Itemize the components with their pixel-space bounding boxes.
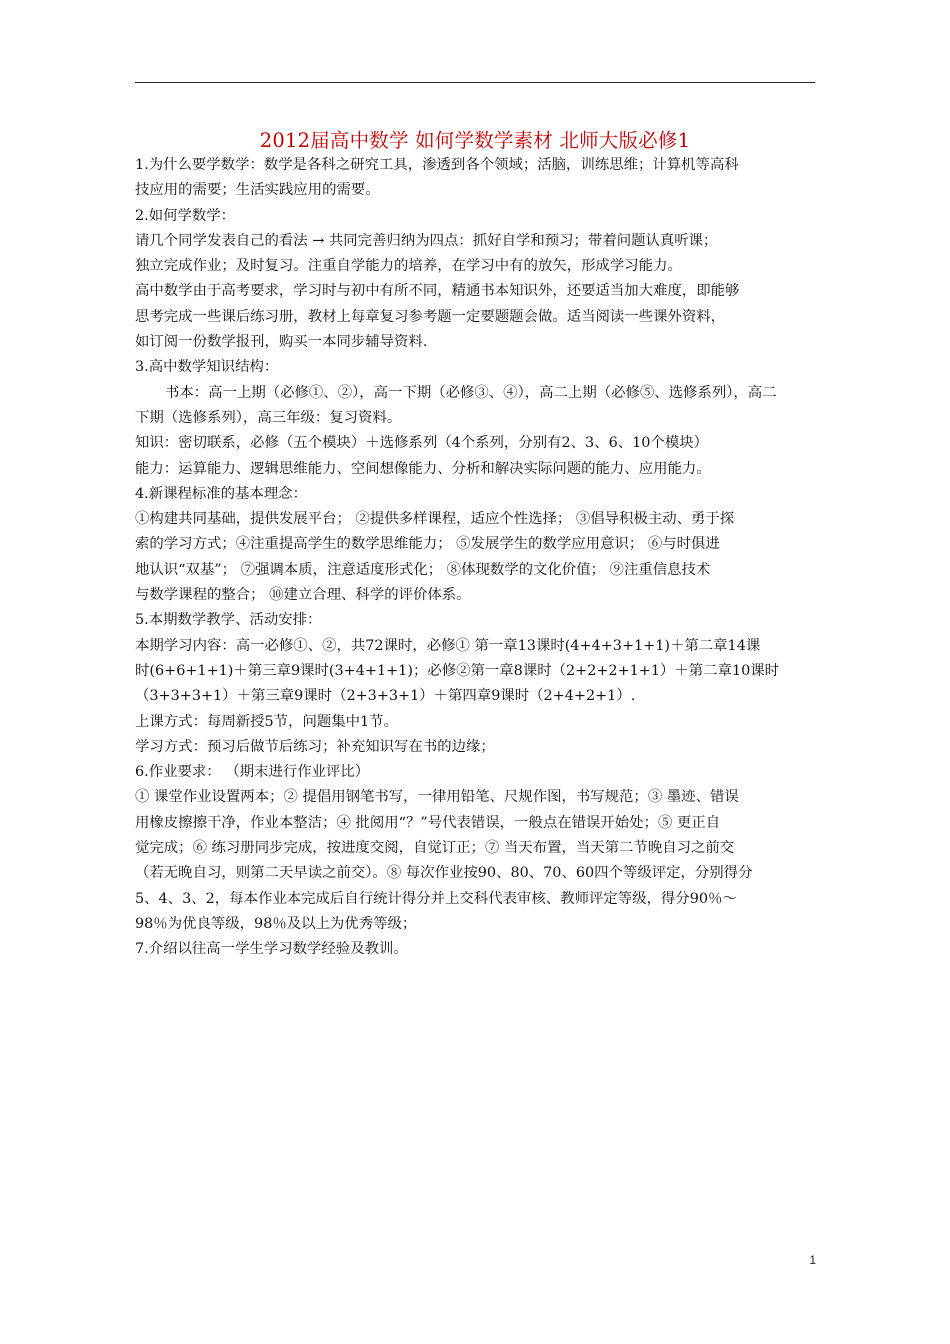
text-line: ① 课堂作业设置两本；② 提倡用钢笔书写，一律用铅笔、尺规作图，书写规范；③ 墨迹、错误 <box>135 789 739 806</box>
text-line: 2.如何学数学： <box>135 207 236 224</box>
page-number: 1 <box>809 1253 816 1267</box>
text-line: 索的学习方式；④注重提高学生的数学思维能力； ⑤发展学生的数学应用意识； ⑥与时俱进 <box>135 536 720 553</box>
text-line: 用橡皮擦擦干净，作业本整洁；④ 批阅用“？”号代表错误，一般点在错误开始处；⑤ 更正自 <box>135 814 721 831</box>
text-line: 请几个同学发表自己的看法 → 共同完善归纳为四点：抓好自学和预习；带着问题认真听课； <box>135 232 718 249</box>
text-line: 如订阅一份数学报刊，购买一本同步辅导资料. <box>135 334 428 351</box>
text-line: 思考完成一些课后练习册，教材上每章复习参考题一定要题题会做。适当阅读一些课外资料， <box>135 308 726 325</box>
text-line: （3+3+3+1）＋第三章9课时（2+3+3+1）＋第四章9课时（2+4+2+1）. <box>135 688 636 705</box>
text-line: 觉完成；⑥ 练习册同步完成，按进度交阅，自觉订正；⑦ 当天布置，当天第二节晚自习之前交 <box>135 840 735 857</box>
text-line: 独立完成作业；及时复习。注重自学能力的培养，在学习中有的放矢，形成学习能力。 <box>135 258 682 275</box>
document-body <box>135 153 819 963</box>
text-line: （若无晚自习，则第二天早读之前交）。⑧ 每次作业按90、80、70、60四个等级评定，分别得分 <box>135 865 753 882</box>
text-line: 地认识“双基”； ⑦强调本质，注意适度形式化； ⑧体现数学的文化价值； ⑨注重信息技术 <box>135 561 711 578</box>
text-line: 能力：运算能力、逻辑思维能力、空间想像能力、分析和解决实际问题的能力、应用能力。 <box>135 460 711 477</box>
text-line: 5.本期数学教学、活动安排： <box>135 612 322 629</box>
text-line: 本期学习内容：高一必修①、②，共72课时，必修① 第一章13课时(4+4+3+1+1)＋第二章14课 <box>135 637 761 654</box>
text-line: 技应用的需要；生活实践应用的需要。 <box>135 182 380 199</box>
text-line: ①构建共同基础，提供发展平台； ②提供多样课程，适应个性选择； ③倡导积极主动、勇于探 <box>135 511 735 528</box>
text-line: 高中数学由于高考要求，学习时与初中有所不同，精通书本知识外，还要适当加大难度，即能够 <box>135 283 740 300</box>
text-line: 学习方式：预习后做节后练习；补充知识写在书的边缘； <box>135 738 495 755</box>
text-line: 时(6+6+1+1)＋第三章9课时(3+4+1+1)；必修②第一章8课时（2+2+2+1+1）＋第二章10课时 <box>135 662 780 679</box>
text-line: 5、4、3、2，每本作业本完成后自行统计得分并上交科代表审核、教师评定等级，得分90％～ <box>135 890 737 907</box>
header-rule <box>135 82 815 83</box>
text-line: 3.高中数学知识结构： <box>135 359 279 376</box>
text-line: 知识：密切联系，必修（五个模块）＋选修系列（4个系列，分别有2、3、6、10个模块） <box>135 435 708 452</box>
text-line: 7.介绍以往高一学生学习数学经验及教训。 <box>135 941 408 958</box>
text-line: 1.为什么要学数学：数学是各科之研究工具，渗透到各个领域；活脑，训练思维；计算机等高科 <box>135 157 739 173</box>
document-title: 2012届高中数学 如何学数学素材 北师大版必修1 <box>259 129 691 152</box>
text-line: 与数学课程的整合； ⑩建立合理、科学的评价体系。 <box>135 587 471 604</box>
text-line: 下期（选修系列），高三年级：复习资料。 <box>135 409 402 426</box>
text-line: 98％为优良等级，98％及以上为优秀等级； <box>135 915 417 932</box>
text-line: 6.作业要求： （期末进行作业评比） <box>135 764 370 781</box>
text-line: 书本：高一上期（必修①、②），高一下期（必修③、④），高二上期（必修⑤、选修系列），高二 <box>165 384 777 401</box>
text-line: 上课方式：每周新授5节，问题集中1节。 <box>135 713 398 730</box>
text-line: 4.新课程标准的基本理念： <box>135 485 308 502</box>
